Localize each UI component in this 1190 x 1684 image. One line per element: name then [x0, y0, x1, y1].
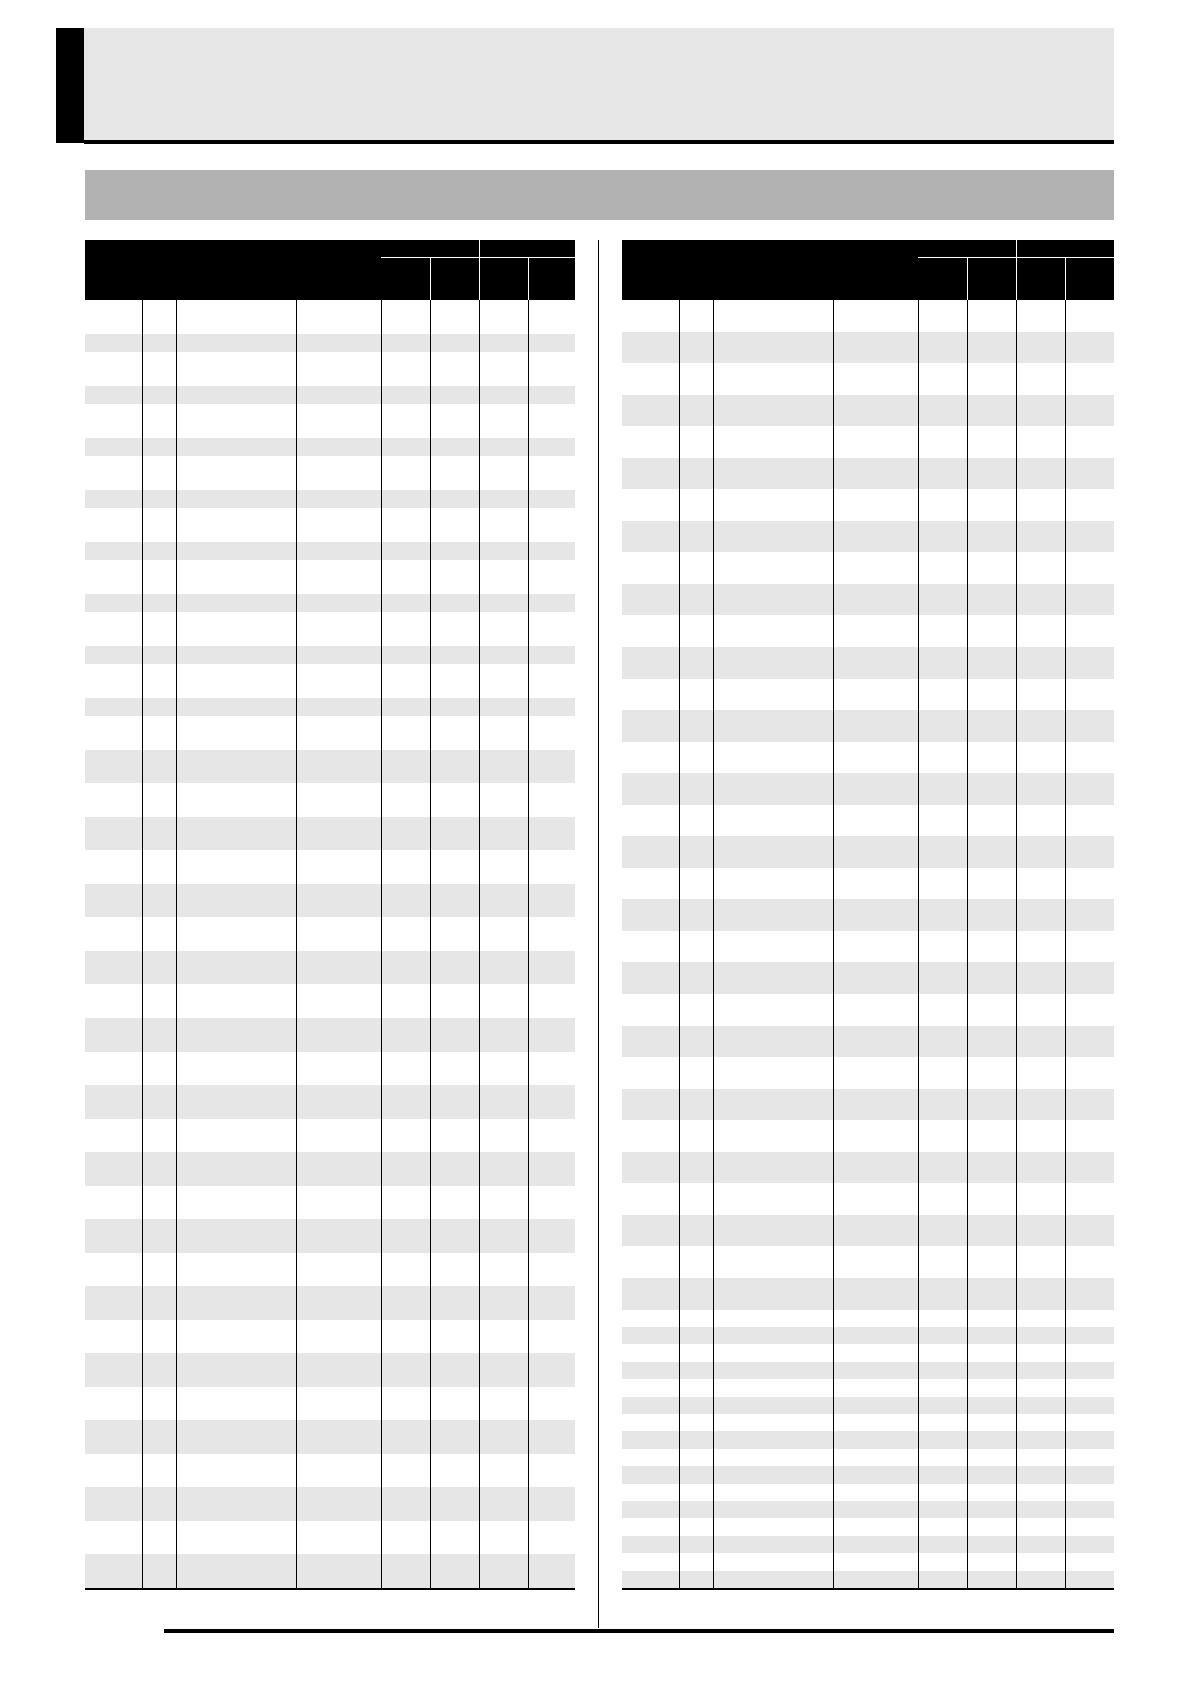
table-row: [622, 1431, 1114, 1448]
table-row: [622, 300, 1114, 332]
table-row: [622, 1026, 1114, 1058]
table-row: [622, 710, 1114, 742]
table-header: [85, 240, 575, 300]
table-row: [622, 1215, 1114, 1247]
table-bottom-rule: [622, 1588, 1114, 1590]
table-row: [622, 489, 1114, 521]
page-title-block: [56, 28, 1114, 143]
table-row: [85, 783, 575, 817]
table-row: [85, 1152, 575, 1186]
table-row: [622, 395, 1114, 427]
table-row: [85, 917, 575, 951]
footer-rule: [164, 1629, 1114, 1633]
header-subcolumn-line: [1016, 240, 1017, 300]
column-line: [918, 300, 919, 1590]
table-row: [85, 1186, 575, 1220]
column-line: [479, 300, 480, 1590]
table-row: [85, 1286, 575, 1320]
table-row: [85, 508, 575, 542]
table-row: [622, 1152, 1114, 1184]
table-row: [622, 1379, 1114, 1396]
column-line: [142, 300, 143, 1590]
table-row: [622, 931, 1114, 963]
table-row: [85, 1085, 575, 1119]
column-line: [833, 300, 834, 1590]
table-row: [622, 1397, 1114, 1414]
table-row: [622, 584, 1114, 616]
column-line: [1065, 300, 1066, 1590]
table-row: [622, 521, 1114, 553]
table-row: [85, 456, 575, 490]
table-row: [85, 560, 575, 594]
table-row: [622, 1414, 1114, 1431]
table-row: [622, 1466, 1114, 1483]
table-row: [622, 1183, 1114, 1215]
column-line: [296, 300, 297, 1590]
table-row: [622, 1501, 1114, 1518]
table-row: [622, 1310, 1114, 1327]
table-right: [622, 240, 1114, 1590]
table-row: [85, 1320, 575, 1354]
column-line: [528, 300, 529, 1590]
table-row: [622, 773, 1114, 805]
table-row: [85, 664, 575, 698]
table-row: [85, 1219, 575, 1253]
table-row: [85, 646, 575, 664]
table-row: [85, 1052, 575, 1086]
table-row: [622, 836, 1114, 868]
column-line: [430, 300, 431, 1590]
table-row: [85, 1253, 575, 1287]
table-row: [85, 750, 575, 784]
table-row: [85, 1353, 575, 1387]
table-row: [622, 1536, 1114, 1553]
table-row: [85, 698, 575, 716]
table-row: [85, 1018, 575, 1052]
header-subcolumn-line: [967, 258, 968, 300]
section-heading-bar: [85, 170, 1114, 220]
table-row: [85, 490, 575, 508]
table-row: [85, 352, 575, 386]
header-subcolumn-line: [430, 258, 431, 300]
table-row: [85, 612, 575, 646]
table-row: [622, 615, 1114, 647]
table-row: [622, 1571, 1114, 1588]
title-underline: [84, 140, 1114, 144]
table-row: [622, 994, 1114, 1026]
table-row: [85, 984, 575, 1018]
column-line: [967, 300, 968, 1590]
table-row: [85, 300, 575, 334]
header-subdivider: [381, 257, 575, 258]
table-row: [622, 647, 1114, 679]
table-row: [85, 850, 575, 884]
table-row: [622, 805, 1114, 837]
table-row: [622, 899, 1114, 931]
header-subcolumn-line: [1065, 258, 1066, 300]
table-row: [622, 679, 1114, 711]
table-row: [622, 426, 1114, 458]
table-row: [622, 1278, 1114, 1310]
column-divider: [598, 240, 599, 1628]
table-row: [622, 332, 1114, 364]
table-row: [622, 1246, 1114, 1278]
column-line: [1016, 300, 1017, 1590]
table-row: [622, 868, 1114, 900]
table-row: [622, 742, 1114, 774]
table-row: [85, 1487, 575, 1521]
table-row: [85, 1387, 575, 1421]
table-row: [622, 1327, 1114, 1344]
table-row: [85, 1521, 575, 1555]
table-left: [85, 240, 575, 1590]
column-line: [381, 300, 382, 1590]
table-row: [622, 552, 1114, 584]
header-subcolumn-line: [479, 240, 480, 300]
table-row: [622, 1518, 1114, 1535]
table-row: [622, 1484, 1114, 1501]
table-row: [85, 438, 575, 456]
title-tab-marker: [56, 28, 84, 143]
table-row: [85, 542, 575, 560]
table-row: [85, 1454, 575, 1488]
column-line: [713, 300, 714, 1590]
table-row: [85, 1119, 575, 1153]
table-row: [622, 1362, 1114, 1379]
table-row: [622, 1089, 1114, 1121]
table-header: [622, 240, 1114, 300]
table-row: [85, 1554, 575, 1588]
table-row: [622, 1449, 1114, 1466]
table-row: [85, 817, 575, 851]
table-row: [622, 1553, 1114, 1570]
table-row: [85, 716, 575, 750]
header-subcolumn-line: [528, 258, 529, 300]
table-row: [85, 594, 575, 612]
table-row: [622, 1057, 1114, 1089]
table-row: [85, 334, 575, 352]
table-row: [622, 962, 1114, 994]
table-row: [85, 884, 575, 918]
table-row: [622, 1120, 1114, 1152]
table-bottom-rule: [85, 1588, 575, 1590]
column-line: [176, 300, 177, 1590]
table-row: [85, 951, 575, 985]
table-row: [622, 458, 1114, 490]
column-line: [679, 300, 680, 1590]
table-row: [85, 386, 575, 404]
table-row: [622, 1344, 1114, 1361]
table-row: [622, 363, 1114, 395]
title-background: [84, 28, 1114, 143]
table-row: [85, 404, 575, 438]
table-row: [85, 1420, 575, 1454]
